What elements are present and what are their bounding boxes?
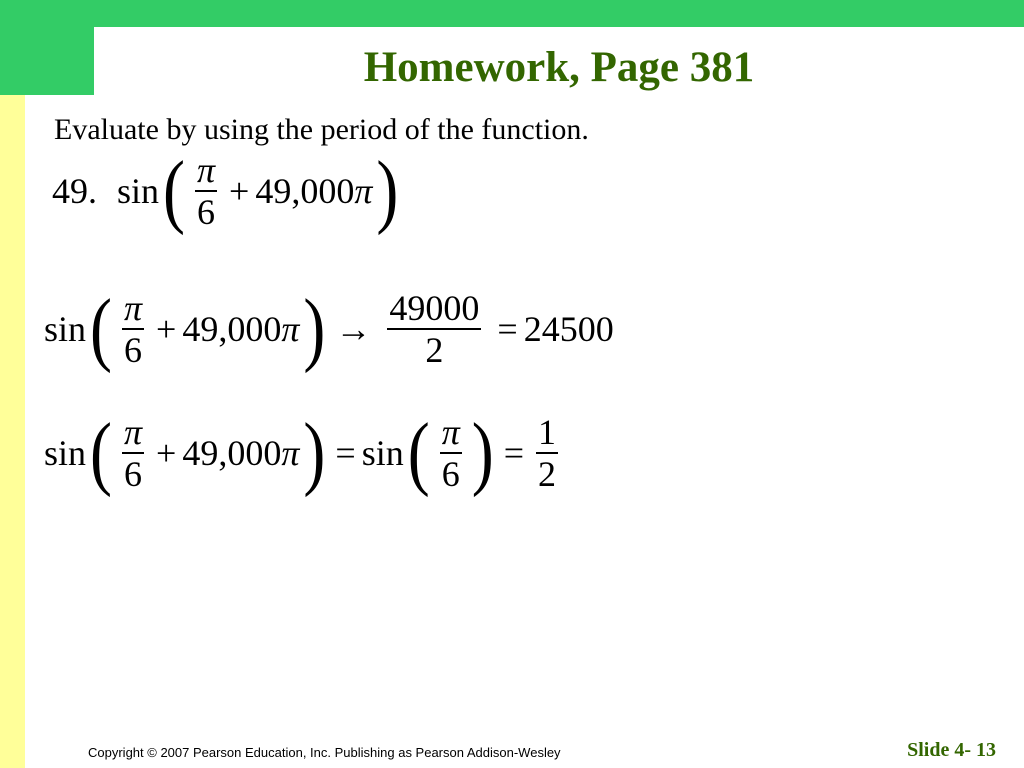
step2-expression [44,408,564,498]
corner-accent-block [0,0,94,95]
top-accent-bar [0,0,1024,27]
fraction-denominator: 6 [124,330,143,370]
left-paren: ( [90,406,112,498]
step1-sin: sin [44,309,87,349]
slide-number: Slide 4- 13 [907,739,996,761]
term-pi: π [354,171,373,211]
fraction-numerator: π [197,150,216,190]
one-half-fraction [536,412,558,494]
fraction-numerator: π [124,412,143,452]
left-accent-bar [0,95,25,768]
step1-result: 24500 [523,309,614,349]
problem-expression [52,146,402,236]
pi-over-6-fraction [195,150,217,232]
step2-sin-2: sin [361,433,404,473]
copyright-footer: Copyright © 2007 Pearson Education, Inc. Publishing as Pearson Addison-Wesley [88,745,561,760]
right-paren: ) [303,282,326,374]
equals-sign-2: = [503,433,525,473]
problem-sin: sin [117,171,160,211]
fraction-numerator: 49000 [389,288,480,328]
left-paren: ( [90,282,112,374]
plus-sign: + [156,433,177,473]
fraction-numerator: π [124,288,143,328]
right-paren: ) [303,406,326,498]
right-paren: ) [376,144,399,236]
left-paren-2: ( [407,406,430,498]
49000-over-2-fraction [387,288,481,370]
pi-over-6-fraction-2 [440,412,462,494]
step2-sin: sin [44,433,87,473]
right-paren-2: ) [471,406,494,498]
pi-over-6-fraction [122,412,144,494]
fraction-denominator: 6 [124,454,143,494]
instruction-text: Evaluate by using the period of the function. [54,113,589,146]
slide-title: Homework, Page 381 [363,44,755,91]
plus-sign: + [156,309,177,349]
plus-sign: + [229,171,250,211]
term-pi: π [281,433,300,473]
problem-number: 49. [52,171,97,211]
pi-over-6-fraction [122,288,144,370]
fraction-denominator: 2 [538,454,557,494]
term-pi: π [281,309,300,349]
fraction-numerator: π [441,412,460,452]
term-value: 49,000 [182,433,282,473]
arrow-symbol: → [335,309,372,349]
fraction-denominator: 6 [441,454,460,494]
equals-sign: = [335,433,356,473]
equals-sign: = [497,309,518,349]
step1-expression [44,284,614,374]
fraction-denominator: 6 [197,192,216,232]
term-value: 49,000 [182,309,282,349]
term-value: 49,000 [255,171,355,211]
left-paren: ( [163,144,185,236]
fraction-denominator: 2 [425,330,444,370]
fraction-numerator: 1 [538,412,557,452]
